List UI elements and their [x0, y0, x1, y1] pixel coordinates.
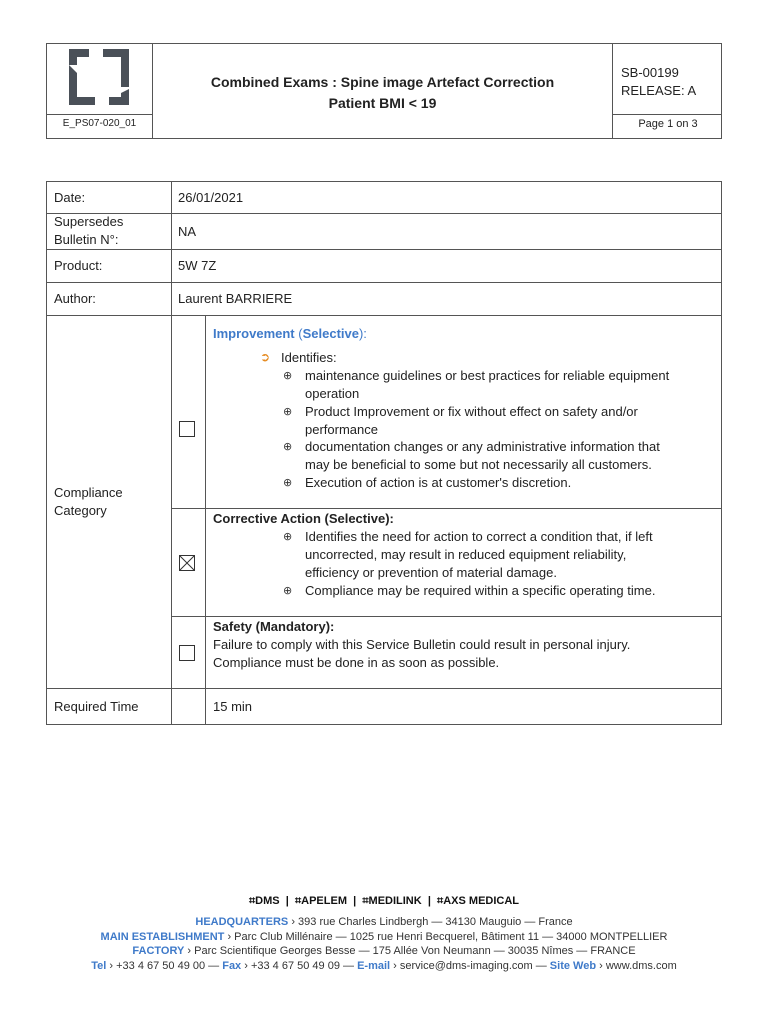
column-divider [205, 315, 206, 725]
footer-contact [0, 959, 768, 974]
brand-list [0, 894, 768, 909]
improvement-heading-close: ): [358, 326, 367, 341]
identifies-label: Identifies: [281, 350, 337, 365]
document-header [46, 43, 722, 139]
circle-plus-bullet-icon: ⊕ [283, 477, 293, 489]
improvement-heading-text: Improvement [213, 326, 295, 341]
header-divider [47, 114, 152, 115]
improvement-item-line: performance [305, 422, 378, 437]
brand-apelem: APELEM [301, 895, 347, 907]
circle-plus-bullet-icon: ⊕ [283, 531, 293, 543]
supersedes-label-line-2: Bulletin N°: [54, 232, 119, 247]
circle-plus-bullet-icon: ⊕ [283, 406, 293, 418]
improvement-heading-selective: Selective [302, 326, 359, 341]
brand-separator: | [353, 895, 357, 907]
factory-address: › Parc Scientifique Georges Besse — 175 Allée Von Neumann — 30035 Nîmes — FRANCE [184, 945, 636, 957]
required-time-label: Required Time [54, 699, 139, 714]
brand-medilink: MEDILINK [368, 895, 422, 907]
fax-value: › +33 4 67 50 49 09 — [241, 960, 358, 972]
tel-value: › +33 4 67 50 49 00 — [106, 960, 223, 972]
factory-label: FACTORY [132, 945, 185, 957]
brand-separator: | [285, 895, 289, 907]
safety-text-line: Compliance must be done in as soon as possible. [213, 655, 500, 670]
circle-plus-bullet-icon: ⊕ [283, 585, 293, 597]
row-divider [171, 616, 722, 617]
corrective-item [305, 528, 653, 582]
compliance-label-line-2: Category [54, 503, 107, 518]
bulletin-info-table [46, 181, 722, 725]
row-divider [47, 282, 722, 283]
author-label: Author: [54, 291, 96, 306]
title-line-2: Patient BMI < 19 [328, 95, 437, 111]
brand-logo-icon: ⌗ [294, 895, 302, 907]
email-value[interactable]: › service@dms-imaging.com — [390, 960, 550, 972]
row-divider [47, 315, 722, 316]
bulletin-id [621, 64, 696, 100]
improvement-item [305, 367, 669, 403]
title-line-1: Combined Exams : Spine image Artefact Correction [210, 74, 555, 90]
improvement-item [305, 474, 571, 492]
email-label: E-mail [357, 960, 391, 972]
row-divider [47, 688, 722, 689]
brand-logo-icon: ⌗ [248, 895, 256, 907]
safety-text-line: Failure to comply with this Service Bulletin could result in personal injury. [213, 637, 631, 652]
footer-headquarters [0, 915, 768, 930]
supersedes-value: NA [178, 224, 197, 239]
improvement-item-line: Execution of action is at customer's discretion. [305, 475, 572, 490]
site-value[interactable]: › www.dms.com [596, 960, 677, 972]
supersedes-label [54, 213, 123, 249]
dms-logo-icon [67, 47, 131, 107]
hq-label: HEADQUARTERS [195, 916, 289, 928]
improvement-checkbox[interactable] [179, 421, 195, 437]
improvement-item-line: Product Improvement or fix without effect on safety and/or [305, 404, 638, 419]
column-divider [171, 182, 172, 725]
improvement-item-line: documentation changes or any administrative information that [305, 439, 660, 454]
improvement-item [305, 403, 638, 439]
brand-logo-icon: ⌗ [362, 895, 369, 907]
hq-address: › 393 rue Charles Lindbergh — 34130 Mauguio — France [288, 916, 573, 928]
improvement-item [305, 438, 660, 474]
improvement-item-line: may be beneficial to some but not necessarily all customers. [305, 457, 652, 472]
footer-main-establishment [0, 930, 768, 945]
corrective-checkbox-checked[interactable] [179, 555, 195, 571]
brand-dms: DMS [255, 895, 280, 907]
footer-factory [0, 944, 768, 959]
corrective-item-line: efficiency or prevention of material damage. [305, 565, 557, 580]
compliance-label [54, 484, 123, 520]
circle-plus-bullet-icon: ⊕ [283, 370, 293, 382]
form-code: E_PS07-020_01 [62, 118, 137, 129]
sb-number: SB-00199 [621, 65, 679, 80]
required-time-value: 15 min [213, 699, 253, 714]
supersedes-label-line-1: Supersedes [54, 214, 124, 229]
row-divider [171, 508, 722, 509]
improvement-item-line: maintenance guidelines or best practices for reliable equipment [305, 368, 670, 383]
brand-logo-icon: ⌗ [437, 895, 444, 907]
compliance-label-line-1: Compliance [54, 485, 123, 500]
date-value: 26/01/2021 [178, 190, 244, 205]
corrective-item-line: Identifies the need for action to correct a condition that, if left [305, 529, 653, 544]
safety-heading: Safety (Mandatory): [213, 619, 335, 634]
corrective-item-line: Compliance may be required within a specific operating time. [305, 583, 656, 598]
improvement-heading [213, 325, 367, 343]
check-x-icon [180, 556, 194, 570]
product-label: Product: [54, 258, 103, 273]
fax-label: Fax [222, 960, 242, 972]
site-label: Site Web [549, 960, 597, 972]
date-label: Date: [54, 190, 86, 205]
safety-checkbox[interactable] [179, 645, 195, 661]
corrective-item-line: uncorrected, may result in reduced equipment reliability, [305, 547, 627, 562]
main-address: › Parc Club Millénaire — 1025 rue Henri Becquerel, Bâtiment 11 — 34000 MONTPELLIER [224, 931, 668, 943]
safety-text [213, 636, 630, 672]
page-number: Page 1 on 3 [638, 118, 698, 130]
row-divider [47, 213, 722, 214]
tel-label: Tel [91, 960, 107, 972]
improvement-item-line: operation [305, 386, 360, 401]
brand-separator: | [427, 895, 431, 907]
author-value: Laurent BARRIERE [178, 291, 293, 306]
release: RELEASE: A [621, 83, 697, 98]
main-label: MAIN ESTABLISHMENT [100, 931, 225, 943]
improvement-heading-paren: ( [294, 326, 303, 341]
brand-axs-medical: AXS MEDICAL [443, 895, 520, 907]
corrective-heading: Corrective Action (Selective): [213, 511, 394, 526]
header-divider [612, 114, 722, 115]
circle-plus-bullet-icon: ⊕ [283, 441, 293, 453]
product-value: 5W 7Z [178, 258, 217, 273]
document-title [153, 72, 612, 114]
corrective-item [305, 582, 655, 600]
arrow-bullet-icon: ➲ [260, 350, 271, 364]
row-divider [47, 249, 722, 250]
